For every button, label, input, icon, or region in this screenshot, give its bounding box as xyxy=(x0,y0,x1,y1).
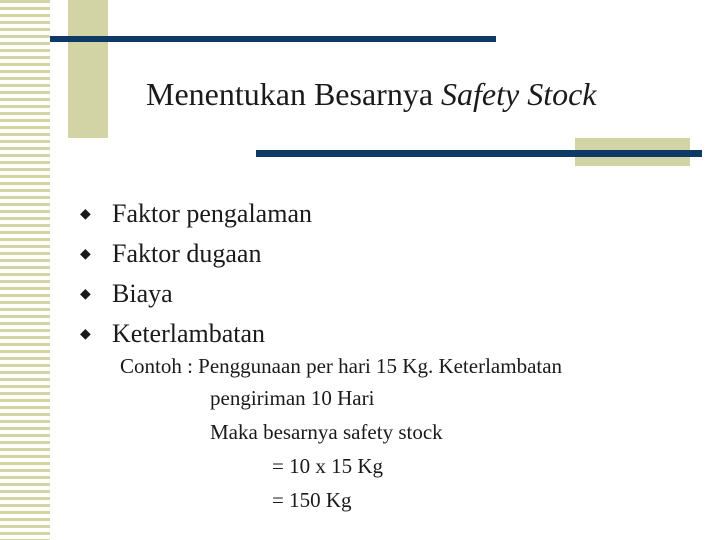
left-stripe-pattern xyxy=(0,0,50,540)
diamond-bullet-icon: ◆ xyxy=(80,247,91,262)
example-line-4: = 10 x 15 Kg xyxy=(272,454,384,478)
accent-block-top xyxy=(68,0,108,138)
bullet-text: Faktor dugaan xyxy=(112,239,262,268)
example-line-2: pengiriman 10 Hari xyxy=(210,386,375,410)
list-item xyxy=(80,314,312,354)
example-line-1: Contoh : Penggunaan per hari 15 Kg. Keterlambatan xyxy=(120,354,563,378)
list-item xyxy=(80,274,312,314)
bullet-text: Keterlambatan xyxy=(112,319,266,348)
slide-title xyxy=(146,74,706,114)
list-item xyxy=(80,234,312,274)
list-item xyxy=(80,194,312,234)
bullet-text: Faktor pengalaman xyxy=(112,199,312,228)
diamond-bullet-icon: ◆ xyxy=(80,207,91,222)
example-line-3: Maka besarnya safety stock xyxy=(210,420,443,444)
example-line-5: = 150 Kg xyxy=(272,488,352,512)
title-text: Menentukan Besarnya xyxy=(146,76,442,112)
bullet-text: Biaya xyxy=(112,279,173,308)
title-italic-text: Safety Stock xyxy=(441,76,597,112)
diamond-bullet-icon: ◆ xyxy=(80,287,91,302)
bullet-list xyxy=(80,194,312,354)
title-rule-bottom xyxy=(256,150,702,157)
title-rule-top xyxy=(50,36,496,42)
diamond-bullet-icon: ◆ xyxy=(80,327,91,342)
